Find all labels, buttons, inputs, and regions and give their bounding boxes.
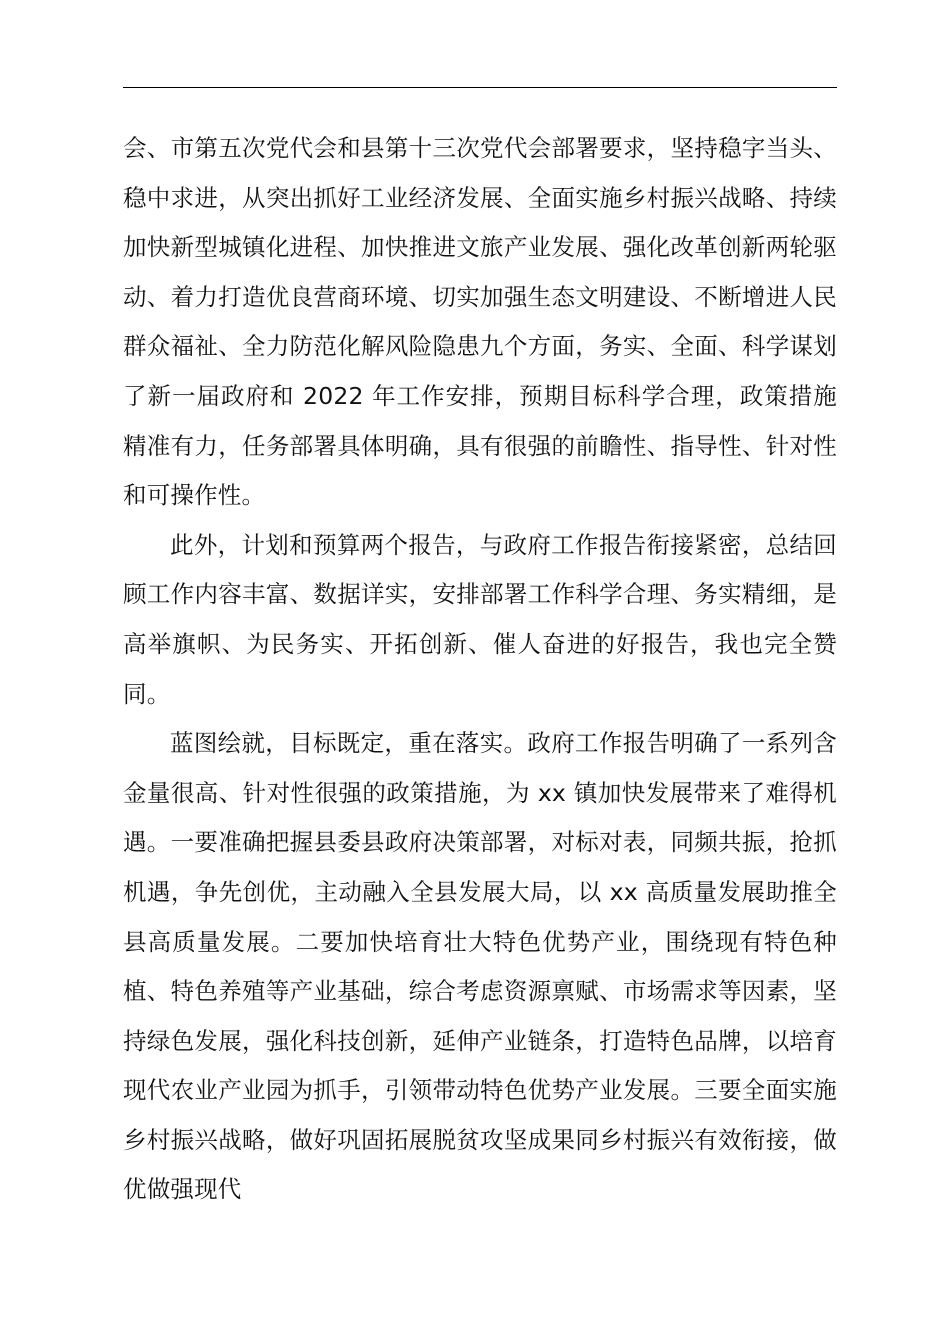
document-body xyxy=(123,124,837,1215)
header-rule xyxy=(123,87,837,88)
paragraph: 蓝图绘就，目标既定，重在落实。政府工作报告明确了一系列含金量很高、针对性很强的政策措施，为 xx 镇加快发展带来了难得机遇。一要准确把握县委县政府决策部署，对标对表，同频共振，抢抓机遇，争先创优，主动融入全县发展大局，以 xx 高质量发展助推全县高质量发展。二要加快培育壮大特色优势产业，围绕现有特色种植、特色养殖等产业基础，综合考虑资源禀赋、市场需求等因素，坚持绿色发展，强化科技创新，延伸产业链条，打造特色品牌，以培育现代农业产业园为抓手，引领带动特色优势产业发展。三要全面实施乡村振兴战略，做好巩固拓展脱贫攻坚成果同乡村振兴有效衔接，做优做强现代 xyxy=(123,729,837,1204)
paragraph-continued: 会、市第五次党代会和县第十三次党代会部署要求，坚持稳字当头、稳中求进，从突出抓好工业经济发展、全面实施乡村振兴战略、持续加快新型城镇化进程、加快推进文旅产业发展、强化改革创新两轮驱动、着力打造优良营商环境、切实加强生态文明建设、不断增进人民群众福祉、全力防范化解风险隐患九个方面，务实、全面、科学谋划了新一届政府和 2022 年工作安排，预期目标科学合理，政策措施精准有力，任务部署具体明确，具有很强的前瞻性、指导性、针对性和可操作性。 xyxy=(123,134,837,510)
paragraph: 此外，计划和预算两个报告，与政府工作报告衔接紧密，总结回顾工作内容丰富、数据详实，安排部署工作科学合理、务实精细，是高举旗帜、为民务实、开拓创新、催人奋进的好报告，我也完全赞同。 xyxy=(123,530,837,708)
